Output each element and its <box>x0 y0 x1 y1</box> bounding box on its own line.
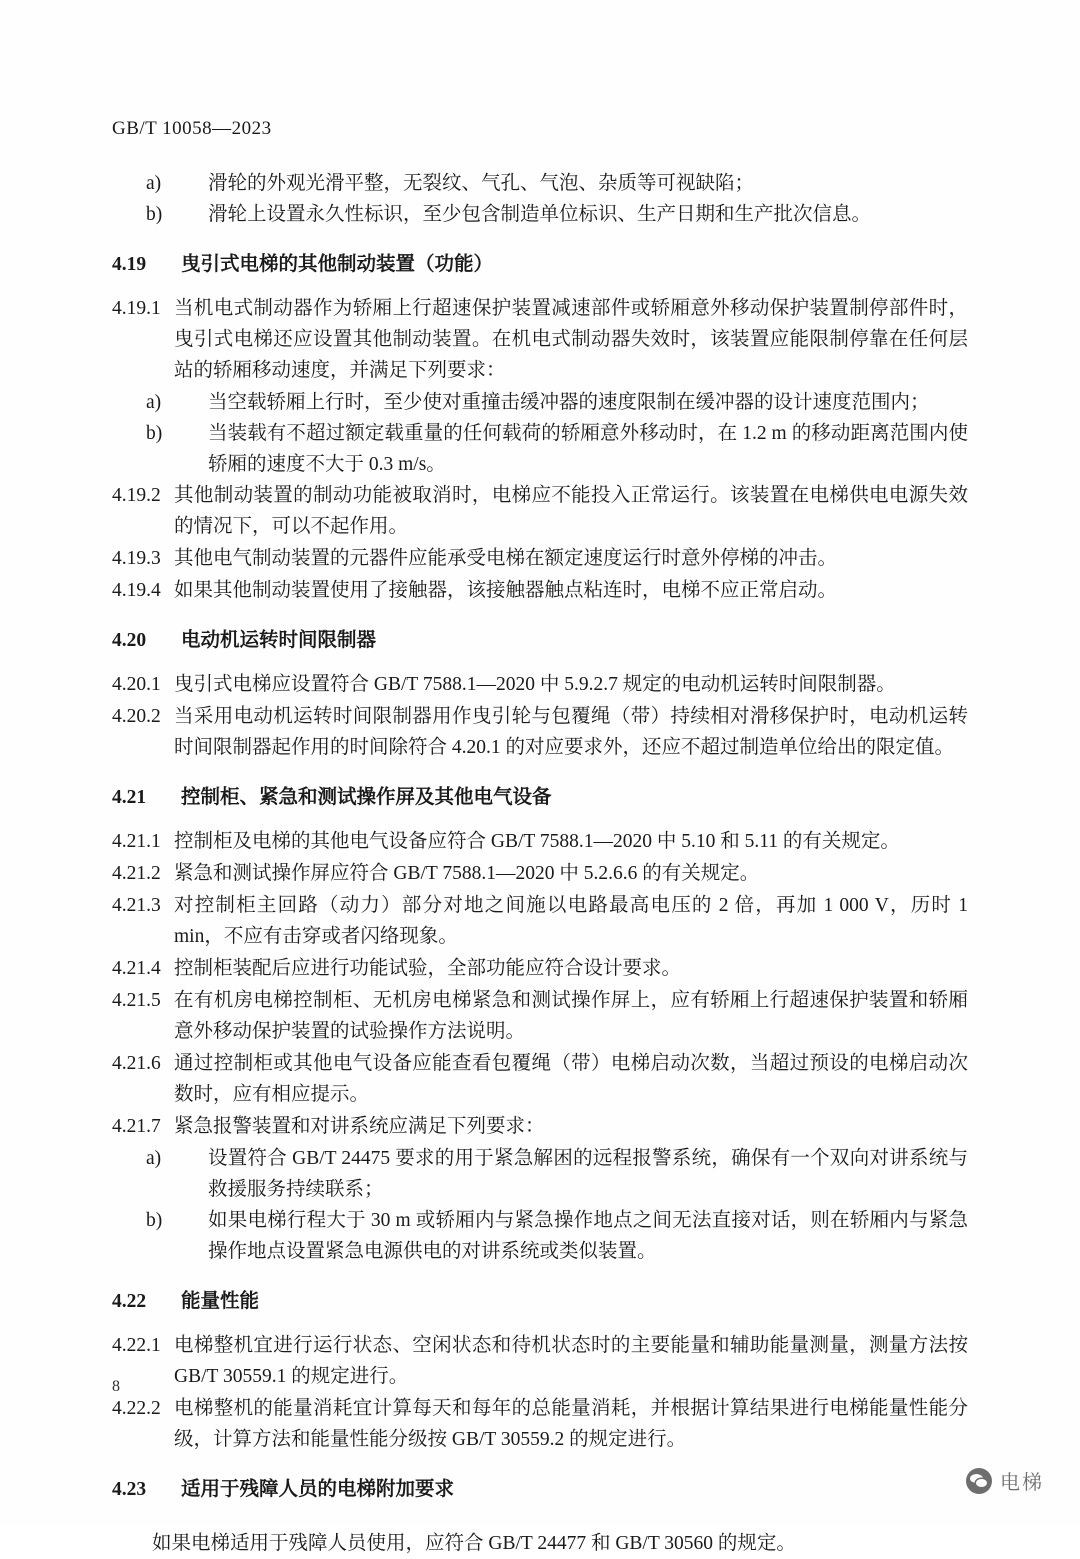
clause-4-21-1 <box>112 826 968 857</box>
clause-4-21-7 <box>112 1111 968 1142</box>
section-heading-4-19 <box>112 249 968 280</box>
clause-number: 4.21.5 <box>112 990 161 1011</box>
section-number: 4.20 <box>112 630 147 651</box>
list-item <box>112 1205 968 1267</box>
list-item <box>112 168 968 199</box>
clause-4-22-2 <box>112 1393 968 1455</box>
clause-text: 当机电式制动器作为轿厢上行超速保护装置减速部件或轿厢意外移动保护装置制停部件时，曳引式电梯还应设置其他制动装置。在机电式制动器失效时，该装置应能限制停靠在任何层站的轿厢移动速度，并满足下列要求： <box>174 298 968 381</box>
clause-number: 4.21.4 <box>112 958 161 979</box>
clause-number: 4.21.6 <box>112 1053 161 1074</box>
clause-number: 4.22.2 <box>112 1398 161 1419</box>
section-number: 4.22 <box>112 1291 147 1312</box>
clause-text: 如果其他制动装置使用了接触器，该接触器触点粘连时，电梯不应正常启动。 <box>174 580 838 601</box>
clause-number: 4.19.4 <box>112 580 161 601</box>
section-number: 4.19 <box>112 254 147 275</box>
section-title: 适用于残障人员的电梯附加要求 <box>181 1479 455 1500</box>
watermark-badge <box>966 1466 1044 1495</box>
list-item <box>112 199 968 230</box>
section-title: 电动机运转时间限制器 <box>181 630 377 651</box>
clause-text: 紧急和测试操作屏应符合 GB/T 7588.1—2020 中 5.2.6.6 的有关规定。 <box>174 863 760 884</box>
clause-number: 4.21.3 <box>112 895 161 916</box>
clause-text: 在有机房电梯控制柜、无机房电梯紧急和测试操作屏上，应有轿厢上行超速保护装置和轿厢意外移动保护装置的试验操作方法说明。 <box>174 990 968 1042</box>
section-heading-4-22 <box>112 1286 968 1317</box>
clause-4-23-text: 如果电梯适用于残障人员使用，应符合 GB/T 24477 和 GB/T 30560 的规定。 <box>152 1533 796 1554</box>
section-heading-4-21 <box>112 782 968 813</box>
clause-text: 对控制柜主回路（动力）部分对地之间施以电路最高电压的 2 倍，再加 1 000 V，历时 1 min，不应有击穿或者闪络现象。 <box>174 895 968 947</box>
clause-text: 其他电气制动装置的元器件应能承受电梯在额定速度运行时意外停梯的冲击。 <box>174 548 838 569</box>
clause-4-21-6 <box>112 1048 968 1110</box>
section-title: 曳引式电梯的其他制动装置（功能） <box>181 254 494 275</box>
page-number: 8 <box>112 1378 120 1395</box>
clause-text: 电梯整机宜进行运行状态、空闲状态和待机状态时的主要能量和辅助能量测量，测量方法按 GB/T 30559.1 的规定进行。 <box>174 1335 968 1387</box>
clause-4-19-4 <box>112 575 968 606</box>
clause-text: 当采用电动机运转时间限制器用作曳引轮与包覆绳（带）持续相对滑移保护时，电动机运转时间限制器起作用的时间除符合 4.20.1 的对应要求外，还应不超过制造单位给出的限定值。 <box>174 706 968 758</box>
section-title: 控制柜、紧急和测试操作屏及其他电气设备 <box>181 787 552 808</box>
list-item-label: b) <box>146 423 163 444</box>
clause-4-21-5 <box>112 985 968 1047</box>
clause-4-21-3 <box>112 890 968 952</box>
spacer <box>112 1518 968 1528</box>
clause-4-19-1 <box>112 293 968 386</box>
clause-number: 4.22.1 <box>112 1335 161 1356</box>
clause-number: 4.21.1 <box>112 831 161 852</box>
clause-text: 紧急报警装置和对讲系统应满足下列要求： <box>174 1116 545 1137</box>
clause-number: 4.21.2 <box>112 863 161 884</box>
page-content <box>112 118 968 1559</box>
list-item <box>112 1143 968 1205</box>
clause-number: 4.20.2 <box>112 706 161 727</box>
section-heading-4-23 <box>112 1474 968 1505</box>
clause-number: 4.19.3 <box>112 548 161 569</box>
wechat-icon <box>966 1468 992 1494</box>
list-item-label: b) <box>146 1210 163 1231</box>
list-item-label: a) <box>146 392 162 413</box>
list-item-text: 设置符合 GB/T 24475 要求的用于紧急解困的远程报警系统，确保有一个双向对讲系统与救援服务持续联系； <box>208 1148 968 1200</box>
section-number: 4.21 <box>112 787 147 808</box>
clause-4-21-2 <box>112 858 968 889</box>
list-item <box>112 418 968 480</box>
clause-text: 电梯整机的能量消耗宜计算每天和每年的总能量消耗，并根据计算结果进行电梯能量性能分级，计算方法和能量性能分级按 GB/T 30559.2 的规定进行。 <box>174 1398 968 1450</box>
list-item-text: 滑轮上设置永久性标识，至少包含制造单位标识、生产日期和生产批次信息。 <box>208 204 872 225</box>
clause-number: 4.20.1 <box>112 674 161 695</box>
clause-text: 控制柜装配后应进行功能试验，全部功能应符合设计要求。 <box>174 958 682 979</box>
clause-number: 4.19.2 <box>112 485 161 506</box>
list-item-text: 滑轮的外观光滑平整，无裂纹、气孔、气泡、杂质等可视缺陷； <box>208 173 755 194</box>
clause-4-20-2 <box>112 701 968 763</box>
clause-4-20-1 <box>112 669 968 700</box>
clause-text: 其他制动装置的制动功能被取消时，电梯应不能投入正常运行。该装置在电梯供电电源失效的情况下，可以不起作用。 <box>174 485 968 537</box>
section-title: 能量性能 <box>181 1291 260 1312</box>
list-item <box>112 387 968 418</box>
clause-4-22-1 <box>112 1330 968 1392</box>
clause-number: 4.19.1 <box>112 298 161 319</box>
section-heading-4-20 <box>112 625 968 656</box>
section-number: 4.23 <box>112 1479 147 1500</box>
clause-text: 控制柜及电梯的其他电气设备应符合 GB/T 7588.1—2020 中 5.10 和 5.11 的有关规定。 <box>174 831 900 852</box>
clause-text: 曳引式电梯应设置符合 GB/T 7588.1—2020 中 5.9.2.7 规定的电动机运转时间限制器。 <box>174 674 896 695</box>
list-item-label: a) <box>146 173 162 194</box>
clause-number: 4.21.7 <box>112 1116 161 1137</box>
clause-4-21-4 <box>112 953 968 984</box>
clause-text: 通过控制柜或其他电气设备应能查看包覆绳（带）电梯启动次数，当超过预设的电梯启动次数时，应有相应提示。 <box>174 1053 968 1105</box>
list-item-text: 当空载轿厢上行时，至少使对重撞击缓冲器的速度限制在缓冲器的设计速度范围内； <box>208 392 930 413</box>
clause-4-19-3 <box>112 543 968 574</box>
list-item-label: b) <box>146 204 163 225</box>
standard-header: GB/T 10058—2023 <box>112 118 272 139</box>
watermark-label: 电梯 <box>1000 1472 1044 1494</box>
list-item-label: a) <box>146 1148 162 1169</box>
list-item-text: 如果电梯行程大于 30 m 或轿厢内与紧急操作地点之间无法直接对话，则在轿厢内与紧急操作地点设置紧急电源供电的对讲系统或类似装置。 <box>208 1210 968 1262</box>
list-item-text: 当装载有不超过额定载重量的任何载荷的轿厢意外移动时，在 1.2 m 的移动距离范围内使轿厢的速度不大于 0.3 m/s。 <box>208 423 968 475</box>
clause-4-19-2 <box>112 480 968 542</box>
